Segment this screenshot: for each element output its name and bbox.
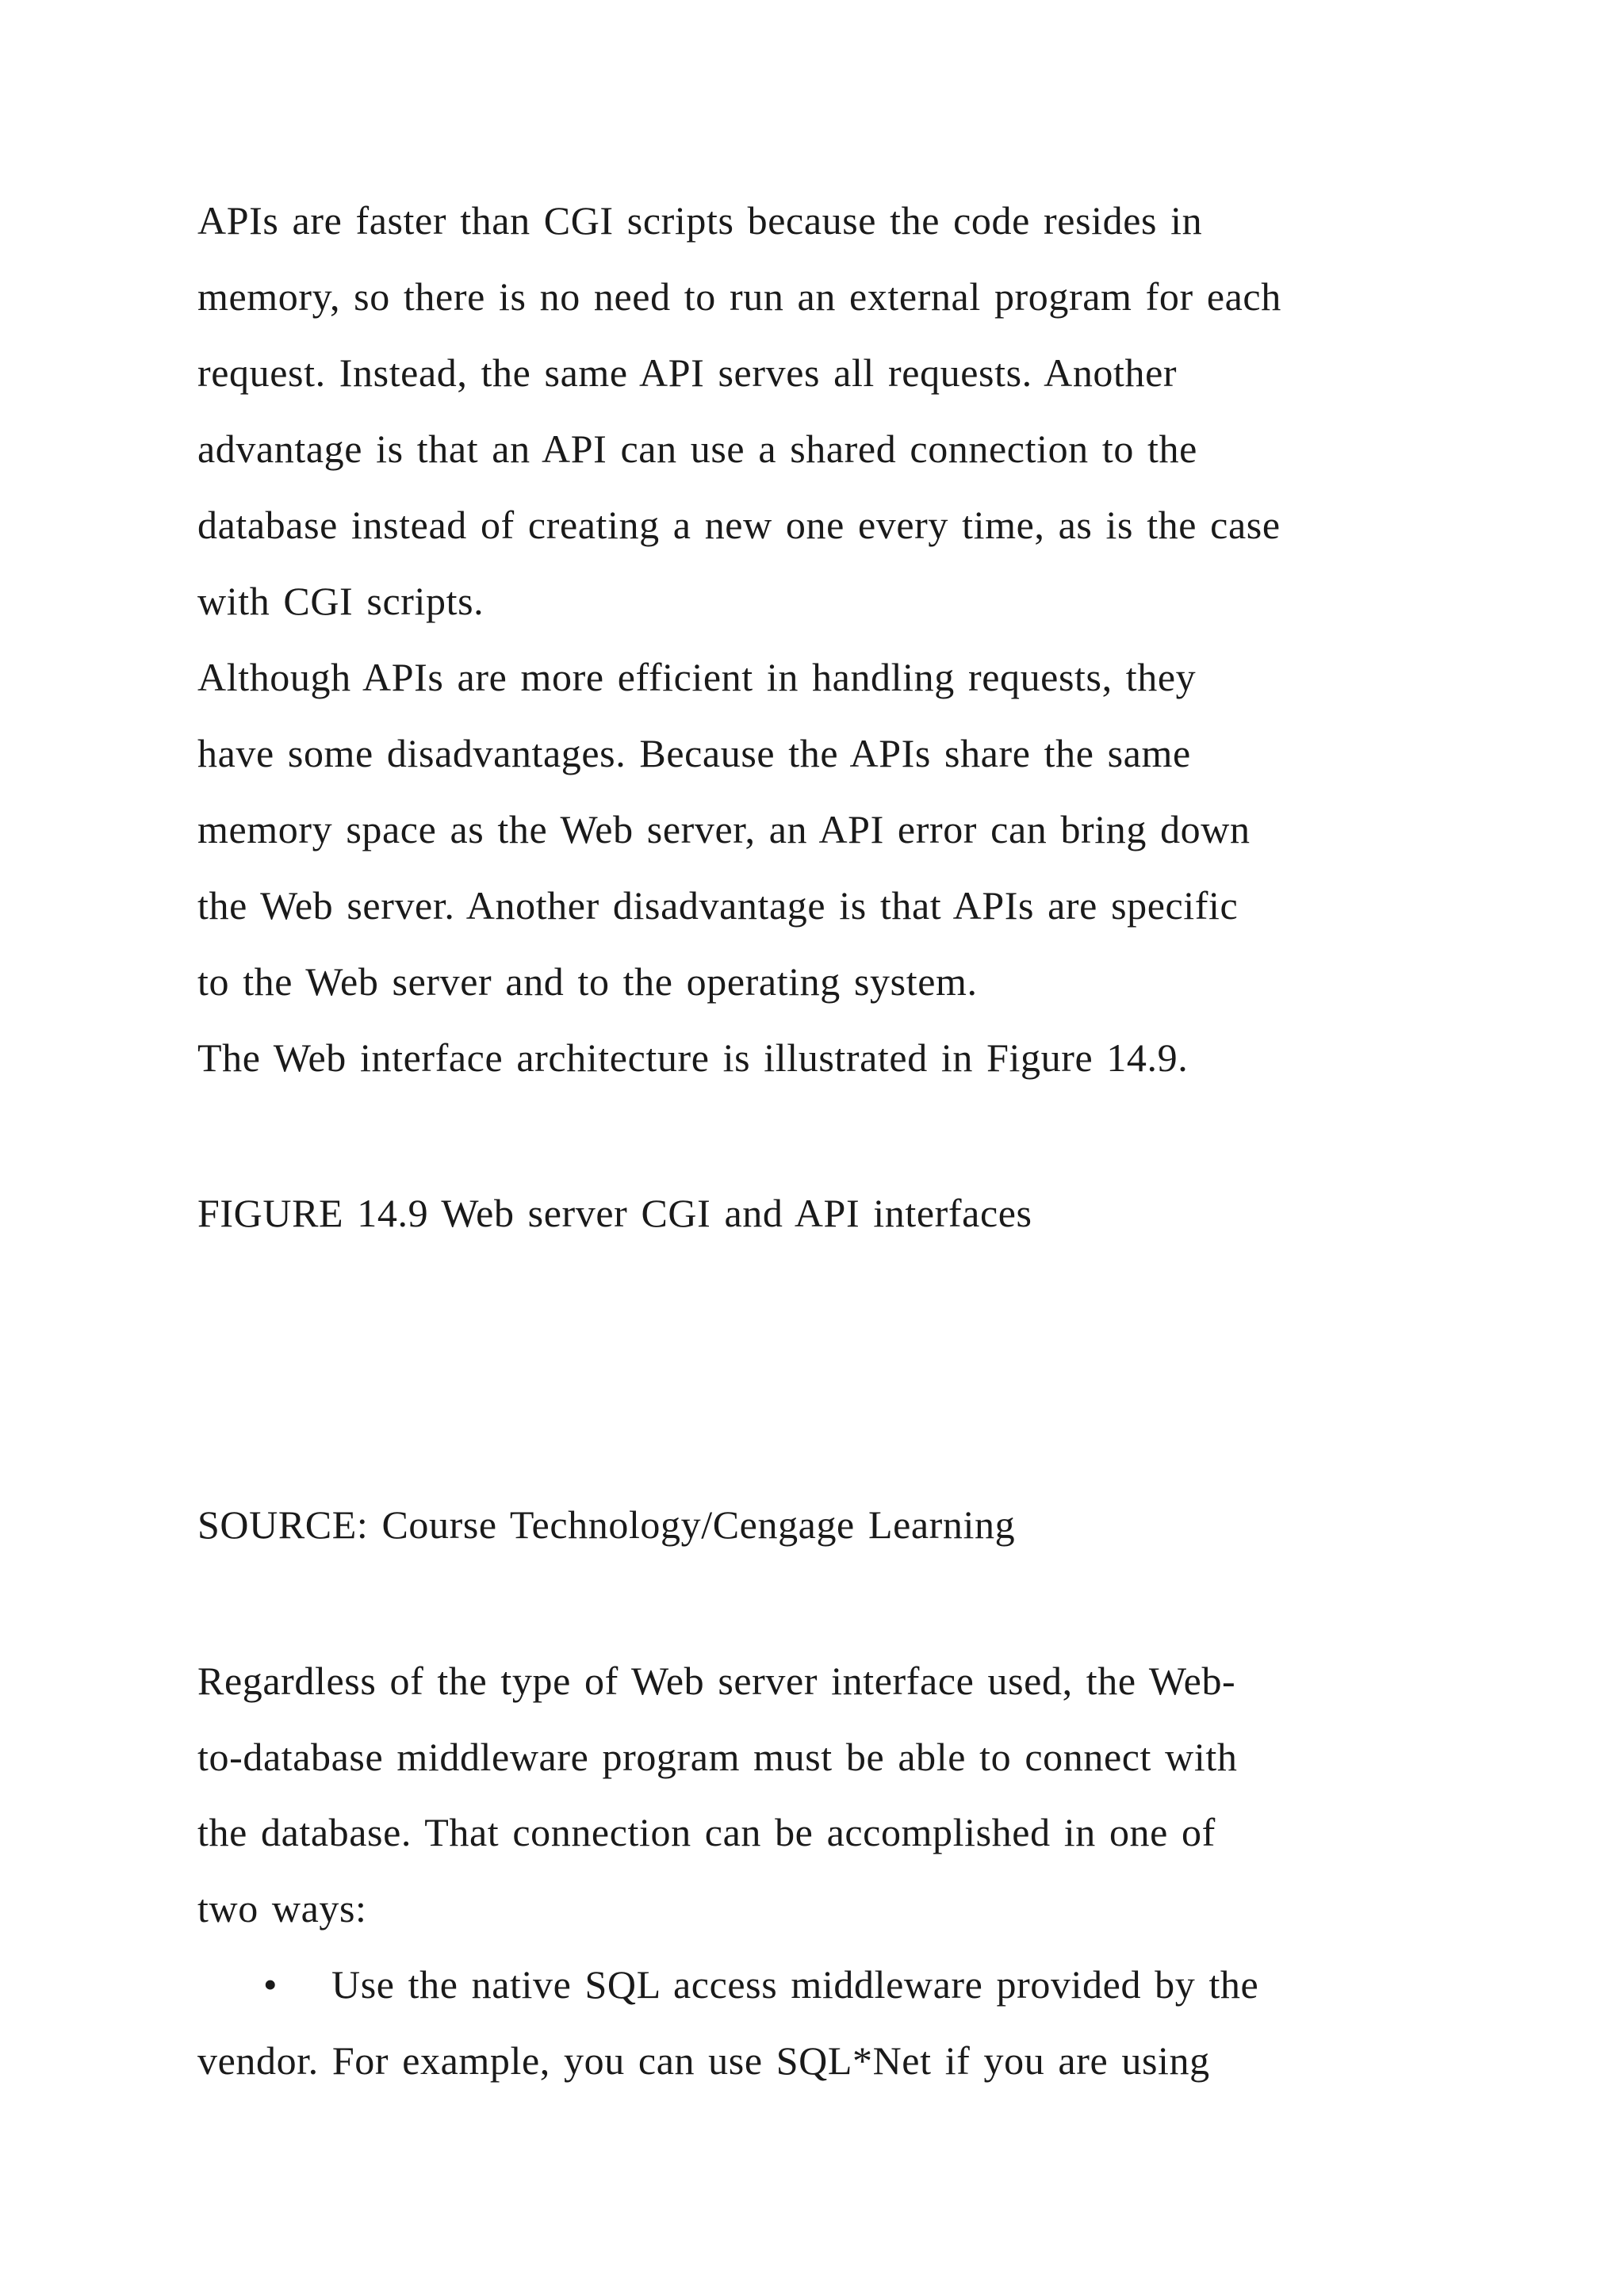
paragraph-line: Although APIs are more efficient in handling requests, they <box>197 655 1197 699</box>
paragraph-line: to the Web server and to the operating system. <box>197 959 978 1004</box>
paragraph-line: request. Instead, the same API serves all requests. Another <box>197 350 1178 395</box>
paragraph-line: two ways: <box>197 1886 367 1931</box>
paragraph-line: have some disadvantages. Because the APIs share the same <box>197 731 1191 775</box>
figure-source: SOURCE: Course Technology/Cengage Learning <box>197 1502 1016 1547</box>
bullet-mark: • <box>263 1962 278 2007</box>
paragraph-line: APIs are faster than CGI scripts because the code resides in <box>197 198 1203 243</box>
paragraph-line: the Web server. Another disadvantage is that APIs are specific <box>197 883 1239 928</box>
paragraph-line: database instead of creating a new one every time, as is the case <box>197 503 1281 547</box>
figure-caption: FIGURE 14.9 Web server CGI and API interfaces <box>197 1191 1032 1235</box>
paragraph-line: memory space as the Web server, an API error can bring down <box>197 807 1251 851</box>
paragraph-line: the database. That connection can be accomplished in one of <box>197 1810 1216 1854</box>
paragraph-line: The Web interface architecture is illustrated in Figure 14.9. <box>197 1035 1189 1080</box>
bullet-continuation: vendor. For example, you can use SQL*Net if you are using <box>197 2038 1210 2083</box>
paragraph-line: to-database middleware program must be able to connect with <box>197 1735 1238 1779</box>
paragraph-line: with CGI scripts. <box>197 579 485 623</box>
paragraph-line: Regardless of the type of Web server interface used, the Web- <box>197 1659 1236 1703</box>
bullet-text: Use the native SQL access middleware provided by the <box>331 1962 1259 2007</box>
paragraph-line: memory, so there is no need to run an external program for each <box>197 274 1281 319</box>
paragraph-line: advantage is that an API can use a shared connection to the <box>197 427 1197 471</box>
